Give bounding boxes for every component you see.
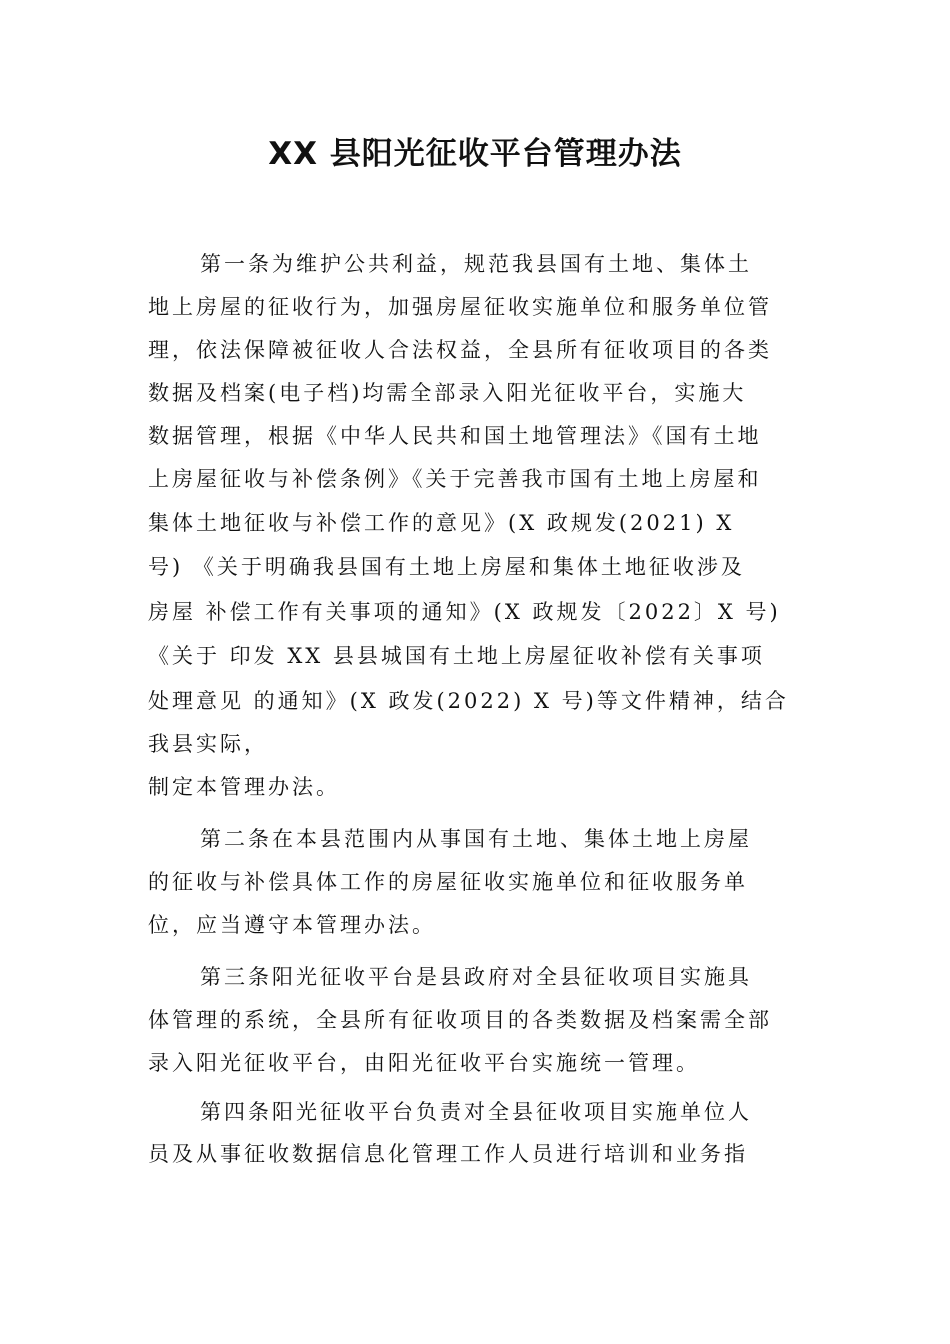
article-1-line-10: 《关于 印发 XX 县县城国有土地上房屋征收补偿有关事项 [148, 644, 765, 668]
article-1-line-1: 第一条为维护公共利益，规范我县国有土地、集体土 [200, 252, 752, 276]
article-1-line-12: 我县实际， [148, 732, 268, 756]
article-2-line-3: 位，应当遵守本管理办法。 [148, 913, 436, 937]
article-1-line-3: 理，依法保障被征收人合法权益，全县所有征收项目的各类 [148, 338, 772, 362]
article-1-line-7: 集体土地征收与补偿工作的意见》(X 政规发(2021) X [148, 511, 735, 535]
article-4-line-2: 员及从事征收数据信息化管理工作人员进行培训和业务指 [148, 1142, 748, 1166]
article-1-line-9: 房屋 补偿工作有关事项的通知》(X 政规发〔2022〕X 号) [148, 600, 781, 624]
article-4-line-1: 第四条阳光征收平台负责对全县征收项目实施单位人 [200, 1100, 752, 1124]
article-1-line-8: 号) 《关于明确我县国有土地上房屋和集体土地征收涉及 [148, 555, 745, 579]
article-1-line-4: 数据及档案(电子档)均需全部录入阳光征收平台，实施大 [148, 381, 747, 405]
article-3-line-1: 第三条阳光征收平台是县政府对全县征收项目实施具 [200, 965, 752, 989]
article-1-line-11: 处理意见 的通知》(X 政发(2022) X 号)等文件精神，结合 [148, 689, 789, 713]
article-1-line-5: 数据管理，根据《中华人民共和国土地管理法》《国有土地 [148, 424, 762, 448]
article-2-line-1: 第二条在本县范围内从事国有土地、集体土地上房屋 [200, 827, 752, 851]
article-3-line-2: 体管理的系统，全县所有征收项目的各类数据及档案需全部 [148, 1008, 772, 1032]
article-3-line-3: 录入阳光征收平台，由阳光征收平台实施统一管理。 [148, 1051, 700, 1075]
article-2-line-2: 的征收与补偿具体工作的房屋征收实施单位和征收服务单 [148, 870, 748, 894]
article-1-line-6: 上房屋征收与补偿条例》《关于完善我市国有土地上房屋和 [148, 467, 762, 491]
article-1-line-13: 制定本管理办法。 [148, 775, 340, 799]
document-title: XX 县阳光征收平台管理办法 [268, 136, 682, 172]
article-1-line-2: 地上房屋的征收行为，加强房屋征收实施单位和服务单位管 [148, 295, 772, 319]
